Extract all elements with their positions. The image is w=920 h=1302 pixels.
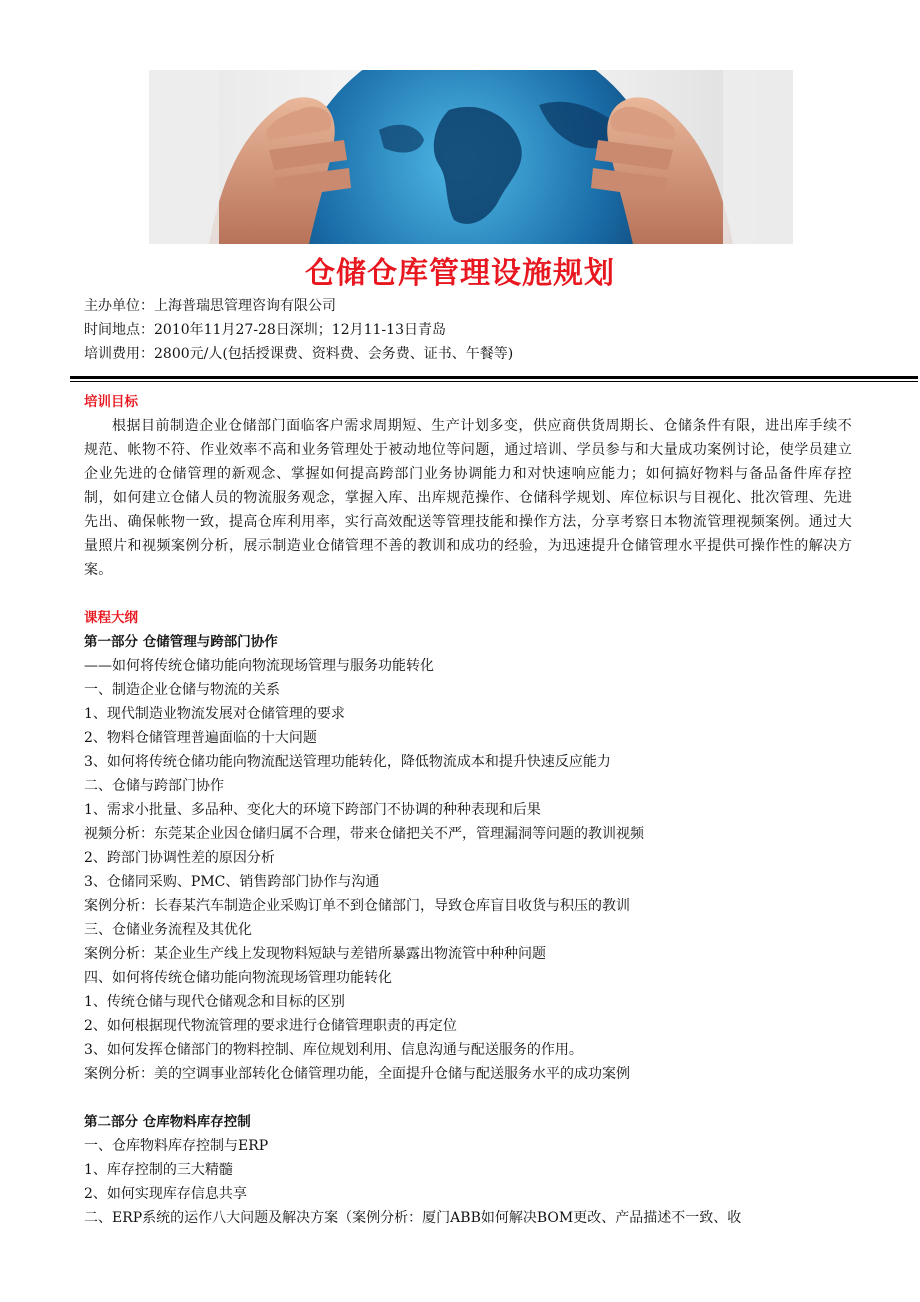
outline-line: 二、ERP系统的运作八大问题及解决方案（案例分析：厦门ABB如何解决BOM更改、产品描述不一致、收: [84, 1210, 742, 1226]
course-info: [84, 294, 513, 366]
outline-line: 案例分析：某企业生产线上发现物料短缺与差错所暴露出物流管中种种问题: [84, 946, 546, 962]
outline-line: 2、物料仓储管理普遍面临的十大问题: [84, 730, 317, 746]
banner-image-globe-hands: [149, 70, 793, 244]
course-outline-heading: 课程大纲: [84, 610, 138, 626]
part1-lines: [84, 654, 852, 1086]
divider-thin: [70, 381, 918, 382]
outline-line: 四、如何将传统仓储功能向物流现场管理功能转化: [84, 970, 392, 986]
info-organizer: 主办单位：上海普瑞思管理咨询有限公司: [84, 298, 336, 314]
info-time-location: 时间地点：2010年11月27-28日深圳；12月11-13日青岛: [84, 322, 446, 338]
outline-line: ——如何将传统仓储功能向物流现场管理与服务功能转化: [84, 658, 434, 674]
outline-line: 2、如何实现库存信息共享: [84, 1186, 247, 1202]
outline-line: 1、现代制造业物流发展对仓储管理的要求: [84, 706, 345, 722]
outline-line: 1、需求小批量、多品种、变化大的环境下跨部门不协调的种种表现和后果: [84, 802, 541, 818]
outline-line: 一、仓库物料库存控制与ERP: [84, 1138, 269, 1154]
outline-line: 3、仓储同采购、PMC、销售跨部门协作与沟通: [84, 874, 380, 890]
outline-line: 3、如何发挥仓储部门的物料控制、库位规划利用、信息沟通与配送服务的作用。: [84, 1042, 583, 1058]
outline-line: 2、跨部门协调性差的原因分析: [84, 850, 275, 866]
outline-line: 二、仓储与跨部门协作: [84, 778, 224, 794]
part2-title: 第二部分 仓库物料库存控制: [84, 1114, 251, 1130]
outline-line: 1、库存控制的三大精髓: [84, 1162, 233, 1178]
outline-line: 2、如何根据现代物流管理的要求进行仓储管理职责的再定位: [84, 1018, 457, 1034]
outline-line: 案例分析：长春某汽车制造企业采购订单不到仓储部门，导致仓库盲目收货与积压的教训: [84, 898, 630, 914]
part2-lines: [84, 1134, 852, 1230]
part1-title: 第一部分 仓储管理与跨部门协作: [84, 634, 278, 650]
training-goal-text: 根据目前制造企业仓储部门面临客户需求周期短、生产计划多变，供应商供货周期长、仓储条件有限，进出库手续不规范、帐物不符、作业效率不高和业务管理处于被动地位等问题，通过培训、学员参与和大量成功案例讨论，使学员建立企业先进的仓储管理的新观念、掌握如何提高跨部门业务协调能力和对快速响应能力；如何搞好物料与备品备件库存控制，如何建立仓储人员的物流服务观念，掌握入库、出库规范操作、仓储科学规划、库位标识与目视化、批次管理、先进先出、确保帐物一致，提高仓库利用率，实行高效配送等管理技能和操作方法，分享考察日本物流管理视频案例。通过大量照片和视频案例分析，展示制造业仓储管理不善的教训和成功的经验，为迅速提升仓储管理水平提供可操作性的解决方案。: [84, 418, 852, 578]
training-goal-heading: 培训目标: [84, 394, 138, 410]
outline-line: 3、如何将传统仓储功能向物流配送管理功能转化，降低物流成本和提升快速反应能力: [84, 754, 611, 770]
outline-line: 案例分析：美的空调事业部转化仓储管理功能，全面提升仓储与配送服务水平的成功案例: [84, 1066, 630, 1082]
outline-line: 视频分析：东莞某企业因仓储归属不合理，带来仓储把关不严，管理漏洞等问题的教训视频: [84, 826, 644, 842]
document-body: [84, 390, 852, 1230]
outline-line: 三、仓储业务流程及其优化: [84, 922, 252, 938]
document-title: 仓储仓库管理设施规划: [305, 256, 615, 291]
outline-line: 1、传统仓储与现代仓储观念和目标的区别: [84, 994, 345, 1010]
info-fee: 培训费用：2800元/人(包括授课费、资料费、会务费、证书、午餐等): [84, 346, 514, 362]
divider-thick: [70, 376, 918, 379]
outline-line: 一、制造企业仓储与物流的关系: [84, 682, 280, 698]
